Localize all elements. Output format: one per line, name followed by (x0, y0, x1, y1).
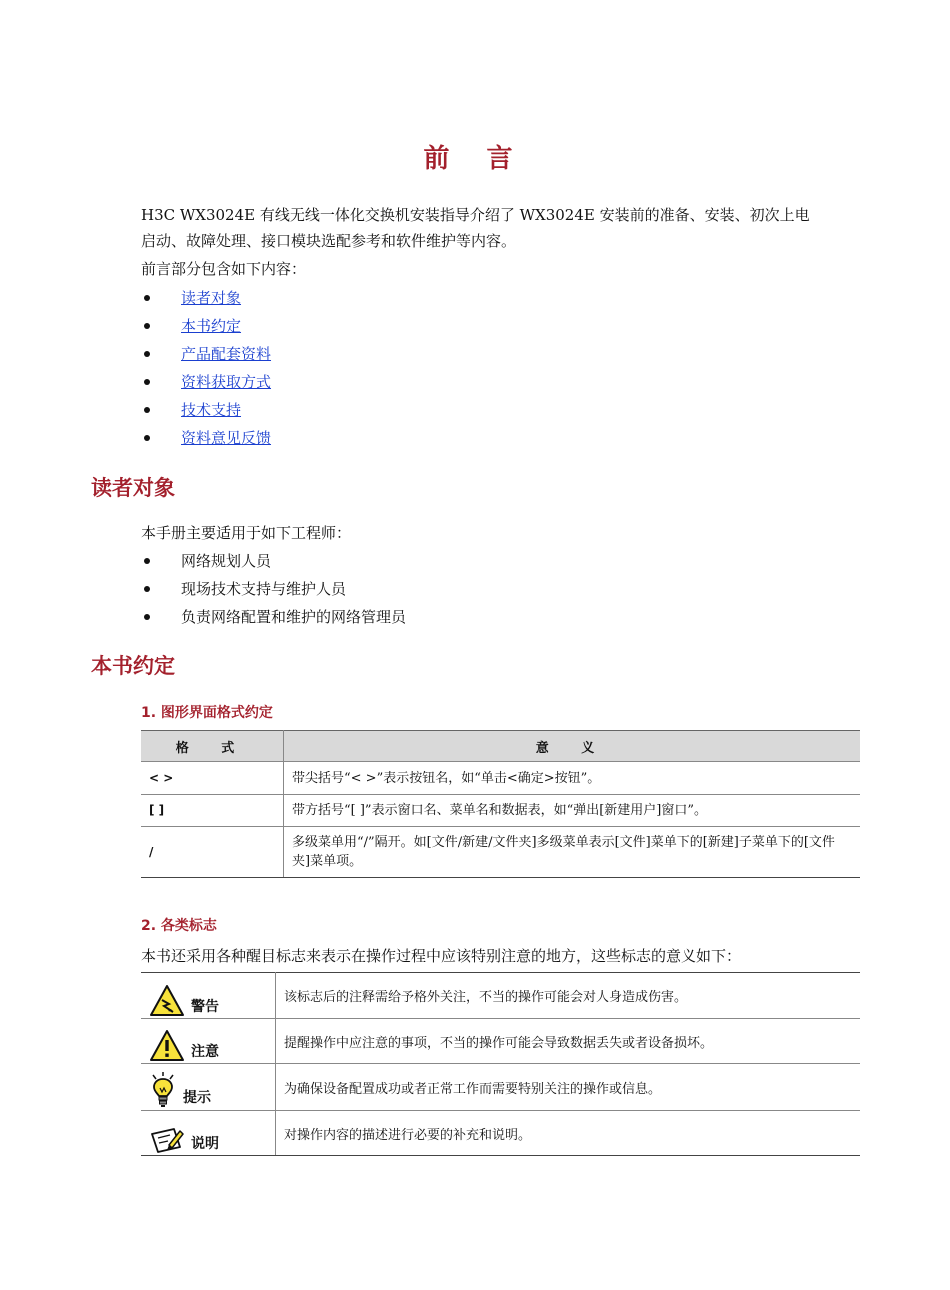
caution-exclamation-icon (149, 1029, 185, 1063)
meaning-cell: 带尖括号“< >”表示按钮名，如“单击<确定>按钮”。 (284, 762, 861, 795)
toc-item (141, 312, 271, 340)
table-header-row (141, 731, 860, 762)
sign-cell (141, 1064, 276, 1111)
bullet-icon (144, 295, 150, 301)
section-heading-conventions: 本书约定 (91, 654, 175, 678)
page-title: 前 言 (423, 144, 527, 174)
sign-label: 说明 (191, 1136, 219, 1152)
format-cell: < > (141, 762, 284, 795)
audience-item: 网络规划人员 (181, 552, 272, 570)
sign-cell (141, 1111, 276, 1156)
table-row (141, 1064, 860, 1111)
table-row (141, 1019, 860, 1064)
toc-link-feedback[interactable]: 资料意见反馈 (181, 429, 272, 447)
signs-table (141, 972, 860, 1156)
sign-label: 提示 (183, 1090, 211, 1106)
meaning-cell: 该标志后的注释需给予格外关注，不当的操作可能会对人身造成伤害。 (276, 973, 861, 1019)
bullet-icon (144, 558, 150, 564)
toc-link-obtain[interactable]: 资料获取方式 (181, 373, 272, 391)
meaning-cell: 多级菜单用“/”隔开。如[文件/新建/文件夹]多级菜单表示[文件]菜单下的[新建]子菜单下的[文件夹]菜单项。 (284, 827, 861, 878)
toc-link-docs[interactable]: 产品配套资料 (181, 345, 272, 363)
list-item (141, 575, 406, 603)
subheading-signs: 2. 各类标志 (141, 918, 217, 934)
table-row (141, 827, 860, 878)
note-pencil-icon (149, 1125, 185, 1155)
sign-cell (141, 1019, 276, 1064)
format-cell: / (141, 827, 284, 878)
bullet-icon (144, 407, 150, 413)
warning-lightning-icon (149, 984, 185, 1018)
column-header-meaning: 意 义 (284, 731, 861, 762)
meaning-cell: 对操作内容的描述进行必要的补充和说明。 (276, 1111, 861, 1156)
bullet-icon (144, 379, 150, 385)
toc-link-conventions[interactable]: 本书约定 (181, 317, 242, 335)
toc-item (141, 284, 271, 312)
bullet-icon (144, 351, 150, 357)
list-item (141, 547, 406, 575)
bullet-icon (144, 323, 150, 329)
signs-intro: 本书还采用各种醒目标志来表示在操作过程中应该特别注意的地方，这些标志的意义如下： (141, 947, 742, 965)
audience-item: 负责网络配置和维护的网络管理员 (181, 608, 407, 626)
meaning-cell: 为确保设备配置成功或者正常工作而需要特别关注的操作或信息。 (276, 1064, 861, 1111)
audience-item: 现场技术支持与维护人员 (181, 580, 347, 598)
column-header-format: 格 式 (141, 731, 284, 762)
tip-lightbulb-icon (149, 1071, 177, 1109)
toc-item (141, 424, 271, 452)
toc-item (141, 396, 271, 424)
sign-cell (141, 973, 276, 1019)
gui-format-table (141, 730, 860, 878)
toc-item (141, 340, 271, 368)
audience-intro: 本手册主要适用于如下工程师： (141, 524, 352, 542)
format-cell: [ ] (141, 795, 284, 827)
meaning-cell: 带方括号“[ ]”表示窗口名、菜单名和数据表，如“弹出[新建用户]窗口”。 (284, 795, 861, 827)
toc-intro: 前言部分包含如下内容： (141, 260, 307, 278)
toc-link-support[interactable]: 技术支持 (181, 401, 242, 419)
intro-paragraph (141, 202, 861, 254)
subheading-gui-format: 1. 图形界面格式约定 (141, 705, 273, 721)
intro-line-1: H3C WX3024E 有线无线一体化交换机安装指导介绍了 WX3024E 安装前的准备、安装、初次上电 (141, 206, 810, 224)
meaning-cell: 提醒操作中应注意的事项，不当的操作可能会导致数据丢失或者设备损坏。 (276, 1019, 861, 1064)
sign-label: 注意 (191, 1044, 219, 1060)
table-row (141, 795, 860, 827)
table-row (141, 973, 860, 1019)
bullet-icon (144, 614, 150, 620)
section-heading-audience: 读者对象 (91, 476, 175, 500)
intro-line-2: 启动、故障处理、接口模块选配参考和软件维护等内容。 (141, 232, 517, 250)
audience-list (141, 547, 406, 631)
toc-list (141, 284, 271, 452)
toc-item (141, 368, 271, 396)
sign-label: 警告 (191, 998, 219, 1015)
bullet-icon (144, 586, 150, 592)
toc-link-readers[interactable]: 读者对象 (181, 289, 242, 307)
table-row (141, 1111, 860, 1156)
list-item (141, 603, 406, 631)
table-row (141, 762, 860, 795)
bullet-icon (144, 435, 150, 441)
